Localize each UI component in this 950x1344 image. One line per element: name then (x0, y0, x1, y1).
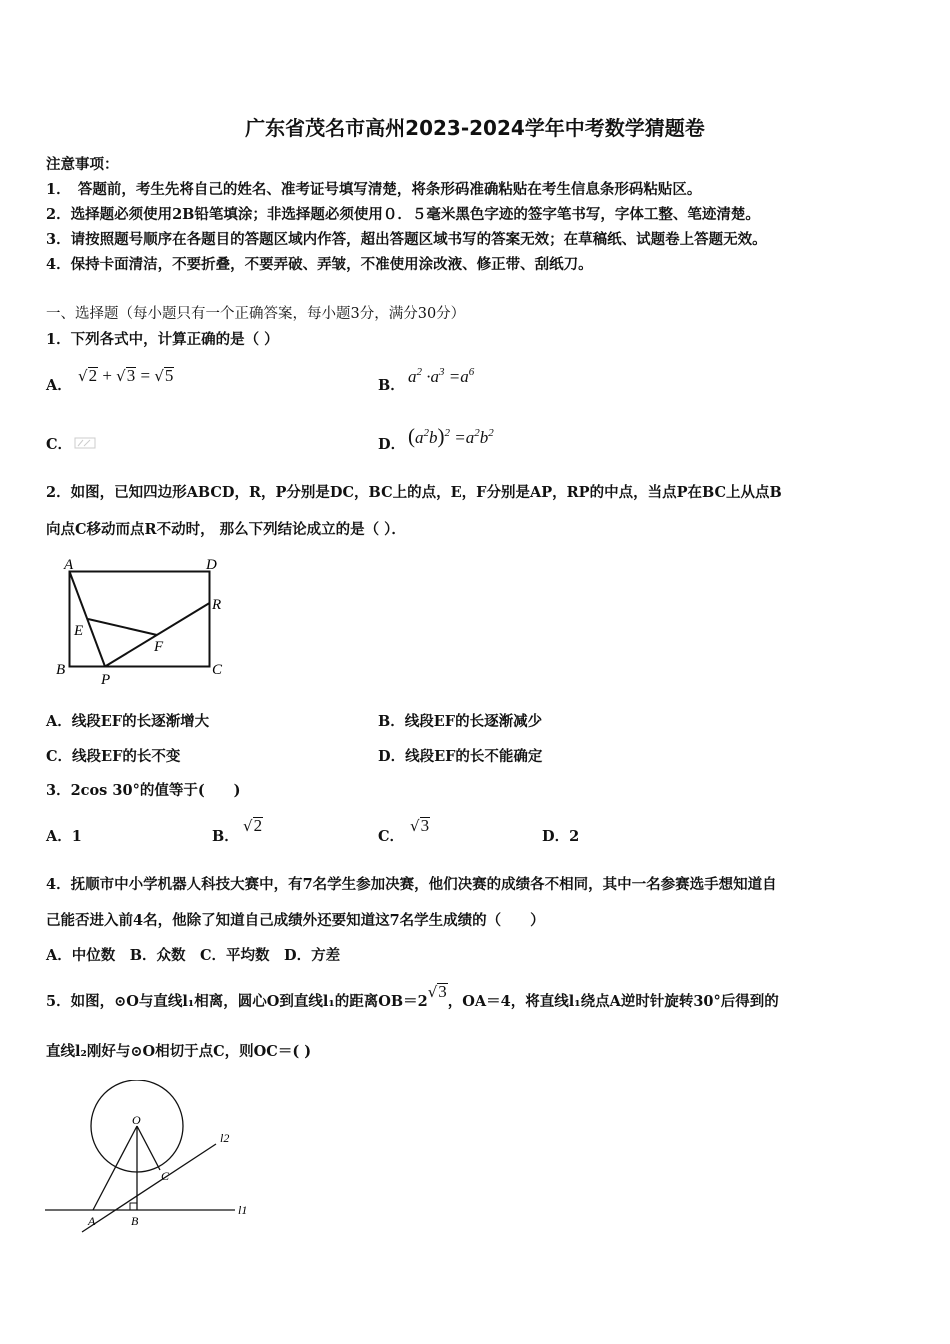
notice-heading: 注意事项： (46, 156, 119, 173)
notice-item: 1． 答题前，考生先将自己的姓名、准考证号填写清楚，将条形码准确粘贴在考生信息条形码粘贴区。 (46, 181, 702, 198)
q1-option-d-label: D． (378, 436, 406, 453)
q1-option-a-label: A． (46, 377, 72, 394)
radicand: 2 (253, 816, 263, 835)
segment-ap (70, 572, 106, 667)
exponent: 2 (423, 427, 429, 439)
notice-item: 4．保持卡面清洁，不要折叠，不要弄破、弄皱，不准使用涂改液、修正带、刮纸刀。 (46, 256, 593, 273)
label-b: B (56, 662, 66, 678)
exponent: 2 (416, 366, 422, 378)
segment-pr (105, 603, 210, 667)
q3-stem: 3．2cos 30°的值等于( ) (46, 782, 241, 799)
segment-oc (137, 1126, 160, 1170)
q1-option-d-expr: $(a^2b)^2 =a^2b^2$ (408, 424, 494, 448)
q5-stem-line1: 5．如图，⊙O与直线l₁相离，圆心O到直线l₁的距离OB＝2√3，OA＝4，将直线l₁绕点A逆时针旋转30°后得到的 (46, 982, 779, 1010)
label-f: F (154, 639, 164, 655)
radicand: 3 (126, 366, 136, 385)
q1-option-b-label: B． (378, 377, 405, 394)
q5-stem-line2: 直线l₂刚好与⊙O相切于点C，则OC＝( ) (46, 1043, 312, 1060)
q5-stem-part2: ，OA＝4，将直线l₁绕点A逆时针旋转30°后得到的 (447, 993, 779, 1010)
label-l2: l2 (220, 1131, 230, 1145)
notice-item: 3．请按照题号顺序在各题目的答题区域内作答，超出答题区域书写的答案无效；在草稿纸、试题卷上答题无效。 (46, 231, 767, 248)
right-angle-mark (130, 1203, 137, 1210)
q3-option-b-label: B． (212, 828, 239, 845)
q3-option-c-label: C． (378, 828, 405, 845)
q1-stem: 1．下列各式中，计算正确的是（ ） (46, 331, 279, 348)
q2-quadrilateral-figure (50, 553, 230, 688)
q1-option-c-label: C． (46, 436, 73, 453)
radicand: 5 (164, 366, 174, 385)
q4-options: A．中位数 B．众数 C．平均数 D．方差 (46, 947, 341, 964)
broken-image-icon (74, 437, 96, 449)
label-c: C (212, 662, 223, 678)
radicand: 3 (438, 982, 447, 1001)
label-r: R (212, 597, 222, 613)
label-d: D (206, 557, 217, 573)
q2-stem-line1: 2．如图，已知四边形ABCD，R，P分别是DC，BC上的点，E，F分别是AP，RP的中点，当点P在BC上从点B (46, 484, 782, 501)
q2-option-d: D．线段EF的长不能确定 (378, 748, 543, 765)
notice-item: 2．选择题必须使用2B铅笔填涂；非选择题必须使用０．５毫米黑色字迹的签字笔书写，字体工整、笔迹清楚。 (46, 206, 760, 223)
q4-stem-line1: 4．抚顺市中小学机器人科技大赛中，有7名学生参加决赛，他们决赛的成绩各不相同，其中一名参赛选手想知道自 (46, 876, 777, 893)
exponent: 3 (439, 366, 445, 378)
exponent: 2 (488, 427, 494, 439)
line-l2 (82, 1144, 216, 1232)
exponent: 6 (468, 366, 475, 378)
q5-circle-tangent-figure (40, 1080, 270, 1242)
label-o: O (132, 1113, 141, 1127)
q2-option-b: B．线段EF的长逐渐减少 (378, 713, 543, 730)
q3-option-d: D．2 (542, 828, 580, 845)
section-heading: 一、选择题（每小题只有一个正确答案，每小题3分，满分30分） (46, 306, 466, 322)
segment-ef (88, 619, 157, 635)
q3-option-b-expr: √2 (243, 816, 263, 835)
label-p: P (101, 672, 111, 688)
q5-stem-part1: 5．如图，⊙O与直线l₁相离，圆心O到直线l₁的距离OB＝2 (46, 993, 428, 1010)
label-l1: l1 (238, 1203, 248, 1217)
q2-option-c: C．线段EF的长不变 (46, 748, 181, 765)
q2-stem-line2: 向点C移动而点R不动时， 那么下列结论成立的是（ ）． (46, 521, 406, 538)
label-a: A (88, 1214, 96, 1228)
exponent: 2 (444, 427, 450, 439)
q1-option-b-expr: $a^2 \cdot a^3 =a^6$ (408, 366, 475, 386)
exponent: 2 (474, 427, 480, 439)
radicand: 2 (88, 366, 98, 385)
page-title: 广东省茂名市高州2023-2024学年中考数学猜题卷 (245, 116, 705, 140)
label-c: C (161, 1169, 170, 1183)
label-e: E (74, 623, 84, 639)
q3-option-a: A．1 (46, 828, 82, 845)
segment-oa (93, 1126, 137, 1210)
label-b: B (131, 1214, 139, 1228)
q2-option-a: A．线段EF的长逐渐增大 (46, 713, 210, 730)
q3-option-c-expr: √3 (410, 816, 430, 835)
q4-stem-line2: 己能否进入前4名，他除了知道自己成绩外还要知道这7名学生成绩的（ ） (46, 912, 545, 929)
q1-option-a-expr: √2 + √3 = √5 (78, 366, 174, 385)
radicand: 3 (420, 816, 430, 835)
label-a: A (64, 557, 74, 573)
